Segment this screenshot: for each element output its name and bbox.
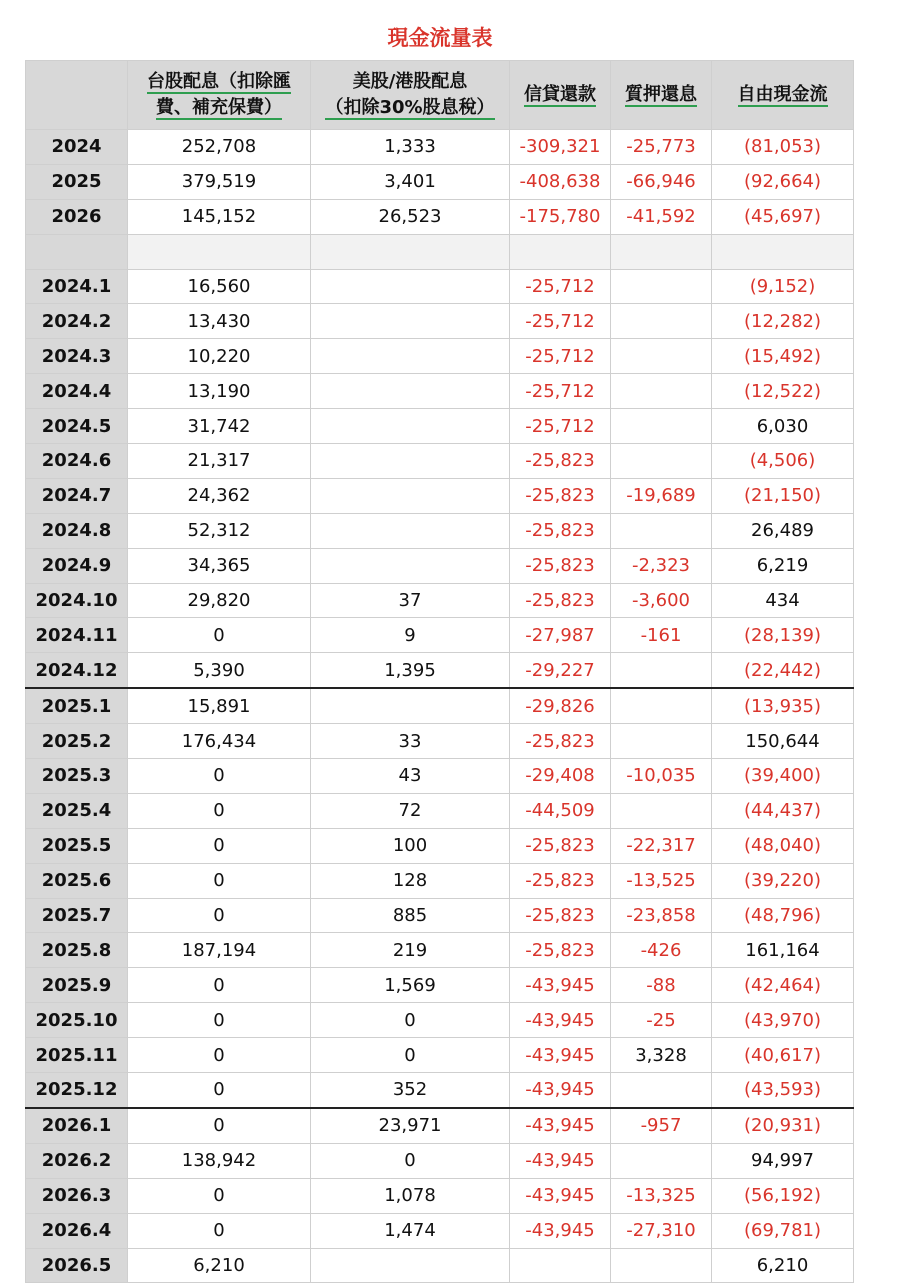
table-row (26, 199, 854, 234)
cell-pledge-interest (611, 374, 712, 409)
cell-tw-dividend: 0 (128, 1073, 311, 1108)
cell-tw-dividend: 13,190 (128, 374, 311, 409)
cell-period: 2025.3 (26, 759, 128, 794)
page-title: 現金流量表 (387, 26, 493, 50)
header-loan-repayment (510, 61, 611, 130)
cell-period: 2025.5 (26, 828, 128, 863)
cell-free-cash-flow: (39,220) (712, 863, 854, 898)
cell-loan-repayment: -25,712 (510, 304, 611, 339)
cell-period: 2024.11 (26, 618, 128, 653)
cell-tw-dividend: 29,820 (128, 583, 311, 618)
header-tw-dividend-line1: 台股配息（扣除匯 (147, 71, 291, 92)
cell-period: 2024.7 (26, 478, 128, 513)
cell-us-hk-dividend: 1,569 (311, 968, 510, 1003)
cell-us-hk-dividend (311, 269, 510, 304)
cell-loan-repayment: -29,408 (510, 759, 611, 794)
table-row (26, 478, 854, 513)
cell-pledge-interest (611, 234, 712, 269)
header-free-cash-flow (712, 61, 854, 130)
cell-period: 2025.1 (26, 688, 128, 723)
cell-tw-dividend: 0 (128, 793, 311, 828)
cell-tw-dividend: 145,152 (128, 199, 311, 234)
table-row (26, 1248, 854, 1283)
cell-us-hk-dividend (311, 513, 510, 548)
table-row (26, 583, 854, 618)
cell-us-hk-dividend: 26,523 (311, 199, 510, 234)
header-us-hk-dividend (311, 61, 510, 130)
cell-pledge-interest (611, 339, 712, 374)
cell-free-cash-flow: (12,282) (712, 304, 854, 339)
cell-tw-dividend: 5,390 (128, 653, 311, 688)
cell-period: 2025.7 (26, 898, 128, 933)
cell-loan-repayment: -25,823 (510, 898, 611, 933)
cell-free-cash-flow: (9,152) (712, 269, 854, 304)
cell-free-cash-flow: (48,040) (712, 828, 854, 863)
cell-pledge-interest: -19,689 (611, 478, 712, 513)
table-row (26, 1038, 854, 1073)
cell-pledge-interest: -10,035 (611, 759, 712, 794)
cell-pledge-interest: -957 (611, 1108, 712, 1143)
cell-tw-dividend (128, 234, 311, 269)
cell-tw-dividend: 0 (128, 898, 311, 933)
table-row (26, 724, 854, 759)
cell-loan-repayment: -27,987 (510, 618, 611, 653)
cell-pledge-interest: -41,592 (611, 199, 712, 234)
cell-free-cash-flow: (48,796) (712, 898, 854, 933)
cell-pledge-interest (611, 1248, 712, 1283)
cell-us-hk-dividend: 1,474 (311, 1213, 510, 1248)
table-row (26, 863, 854, 898)
cell-loan-repayment: -25,823 (510, 478, 611, 513)
cell-period: 2026.3 (26, 1178, 128, 1213)
cell-period: 2025.8 (26, 933, 128, 968)
cell-free-cash-flow: (42,464) (712, 968, 854, 1003)
cell-loan-repayment: -43,945 (510, 1108, 611, 1143)
table-row (26, 409, 854, 444)
cell-loan-repayment: -25,823 (510, 444, 611, 479)
cell-period: 2025.10 (26, 1003, 128, 1038)
cell-free-cash-flow: (81,053) (712, 130, 854, 165)
cell-pledge-interest: -13,325 (611, 1178, 712, 1213)
cell-us-hk-dividend (311, 234, 510, 269)
cell-tw-dividend: 21,317 (128, 444, 311, 479)
cell-free-cash-flow: 6,030 (712, 409, 854, 444)
cell-tw-dividend: 52,312 (128, 513, 311, 548)
cell-tw-dividend: 176,434 (128, 724, 311, 759)
cell-pledge-interest (611, 724, 712, 759)
cell-free-cash-flow: (21,150) (712, 478, 854, 513)
cell-us-hk-dividend: 128 (311, 863, 510, 898)
cell-pledge-interest: -25 (611, 1003, 712, 1038)
cell-free-cash-flow: (69,781) (712, 1213, 854, 1248)
cell-free-cash-flow: (13,935) (712, 688, 854, 723)
cell-us-hk-dividend (311, 444, 510, 479)
cell-free-cash-flow: 6,210 (712, 1248, 854, 1283)
cell-us-hk-dividend: 1,078 (311, 1178, 510, 1213)
cell-us-hk-dividend (311, 374, 510, 409)
cell-loan-repayment: -309,321 (510, 130, 611, 165)
cell-us-hk-dividend: 23,971 (311, 1108, 510, 1143)
cell-period: 2025.9 (26, 968, 128, 1003)
cell-period (26, 234, 128, 269)
cell-loan-repayment: -25,823 (510, 513, 611, 548)
header-period (26, 61, 128, 130)
header-loan-repayment-label: 信貸還款 (524, 84, 596, 105)
cell-period: 2025.4 (26, 793, 128, 828)
cell-loan-repayment: -43,945 (510, 1143, 611, 1178)
cell-tw-dividend: 0 (128, 968, 311, 1003)
cell-loan-repayment: -44,509 (510, 793, 611, 828)
header-tw-dividend-line2: 費、補充保費） (156, 97, 282, 118)
cell-tw-dividend: 13,430 (128, 304, 311, 339)
cell-free-cash-flow: 161,164 (712, 933, 854, 968)
cell-loan-repayment (510, 1248, 611, 1283)
table-row (26, 898, 854, 933)
cell-free-cash-flow: (28,139) (712, 618, 854, 653)
table-row (26, 618, 854, 653)
cell-us-hk-dividend: 0 (311, 1143, 510, 1178)
header-pledge-interest (611, 61, 712, 130)
cell-period: 2026 (26, 199, 128, 234)
cell-free-cash-flow: (12,522) (712, 374, 854, 409)
table-body (26, 130, 854, 1283)
cell-pledge-interest (611, 653, 712, 688)
cell-tw-dividend: 0 (128, 828, 311, 863)
cell-loan-repayment: -43,945 (510, 1003, 611, 1038)
cell-period: 2024.12 (26, 653, 128, 688)
cell-free-cash-flow: (56,192) (712, 1178, 854, 1213)
cell-tw-dividend: 0 (128, 863, 311, 898)
cell-pledge-interest (611, 513, 712, 548)
cell-free-cash-flow: (40,617) (712, 1038, 854, 1073)
cell-loan-repayment: -25,712 (510, 409, 611, 444)
cell-tw-dividend: 10,220 (128, 339, 311, 374)
cell-loan-repayment: -25,712 (510, 339, 611, 374)
cell-pledge-interest: -426 (611, 933, 712, 968)
cell-period: 2024.5 (26, 409, 128, 444)
cell-free-cash-flow: (45,697) (712, 199, 854, 234)
cell-free-cash-flow: 150,644 (712, 724, 854, 759)
cell-pledge-interest (611, 269, 712, 304)
cell-free-cash-flow: (43,970) (712, 1003, 854, 1038)
cell-period: 2026.2 (26, 1143, 128, 1178)
cell-us-hk-dividend: 43 (311, 759, 510, 794)
header-us-hk-dividend-line2: （扣除30%股息稅） (325, 97, 495, 118)
spacer-row (26, 234, 854, 269)
cell-period: 2025.11 (26, 1038, 128, 1073)
cell-period: 2024.4 (26, 374, 128, 409)
cell-period: 2024.2 (26, 304, 128, 339)
cell-free-cash-flow: 94,997 (712, 1143, 854, 1178)
cell-us-hk-dividend (311, 548, 510, 583)
cell-tw-dividend: 187,194 (128, 933, 311, 968)
cell-pledge-interest: 3,328 (611, 1038, 712, 1073)
cell-us-hk-dividend: 33 (311, 724, 510, 759)
cell-us-hk-dividend (311, 688, 510, 723)
cell-loan-repayment: -25,823 (510, 583, 611, 618)
cell-tw-dividend: 0 (128, 1178, 311, 1213)
cell-pledge-interest: -13,525 (611, 863, 712, 898)
cell-us-hk-dividend: 9 (311, 618, 510, 653)
cell-tw-dividend: 0 (128, 759, 311, 794)
cell-pledge-interest: -23,858 (611, 898, 712, 933)
table-row (26, 130, 854, 165)
cell-period: 2026.1 (26, 1108, 128, 1143)
table-row (26, 374, 854, 409)
cell-pledge-interest: -66,946 (611, 164, 712, 199)
cell-free-cash-flow: (43,593) (712, 1073, 854, 1108)
cell-loan-repayment: -25,823 (510, 548, 611, 583)
cell-us-hk-dividend: 3,401 (311, 164, 510, 199)
cell-loan-repayment: -25,823 (510, 933, 611, 968)
cell-loan-repayment: -43,945 (510, 968, 611, 1003)
cell-pledge-interest: -161 (611, 618, 712, 653)
cell-period: 2024.3 (26, 339, 128, 374)
table-row (26, 759, 854, 794)
cell-tw-dividend: 6,210 (128, 1248, 311, 1283)
table-row (26, 548, 854, 583)
cell-loan-repayment: -25,823 (510, 828, 611, 863)
cell-tw-dividend: 0 (128, 1108, 311, 1143)
cell-period: 2025 (26, 164, 128, 199)
cell-pledge-interest (611, 444, 712, 479)
header-free-cash-flow-label: 自由現金流 (737, 84, 828, 105)
cell-us-hk-dividend: 72 (311, 793, 510, 828)
cell-loan-repayment: -43,945 (510, 1178, 611, 1213)
cell-us-hk-dividend (311, 304, 510, 339)
table-row (26, 968, 854, 1003)
cell-us-hk-dividend: 219 (311, 933, 510, 968)
table-row (26, 1213, 854, 1248)
table-row (26, 1003, 854, 1038)
cell-free-cash-flow: (92,664) (712, 164, 854, 199)
cell-us-hk-dividend (311, 339, 510, 374)
table-row (26, 513, 854, 548)
table-row (26, 164, 854, 199)
cell-loan-repayment: -43,945 (510, 1213, 611, 1248)
table-row (26, 1178, 854, 1213)
cell-us-hk-dividend: 37 (311, 583, 510, 618)
cell-loan-repayment (510, 234, 611, 269)
header-us-hk-dividend-line1: 美股/港股配息 (352, 71, 468, 92)
cell-free-cash-flow: 26,489 (712, 513, 854, 548)
cell-tw-dividend: 34,365 (128, 548, 311, 583)
cell-pledge-interest (611, 1143, 712, 1178)
cell-tw-dividend: 252,708 (128, 130, 311, 165)
cell-pledge-interest (611, 793, 712, 828)
cell-pledge-interest: -3,600 (611, 583, 712, 618)
cell-period: 2024 (26, 130, 128, 165)
table-row (26, 1073, 854, 1108)
table-row (26, 1143, 854, 1178)
cell-us-hk-dividend: 352 (311, 1073, 510, 1108)
cell-period: 2024.6 (26, 444, 128, 479)
cell-tw-dividend: 24,362 (128, 478, 311, 513)
cell-period: 2024.1 (26, 269, 128, 304)
table-row (26, 444, 854, 479)
table-row (26, 933, 854, 968)
cell-us-hk-dividend: 0 (311, 1003, 510, 1038)
cell-tw-dividend: 31,742 (128, 409, 311, 444)
cell-pledge-interest (611, 1073, 712, 1108)
cell-tw-dividend: 0 (128, 618, 311, 653)
table-row (26, 828, 854, 863)
cell-pledge-interest: -25,773 (611, 130, 712, 165)
cell-free-cash-flow: (15,492) (712, 339, 854, 374)
cell-us-hk-dividend: 1,333 (311, 130, 510, 165)
cell-tw-dividend: 0 (128, 1213, 311, 1248)
cash-flow-table (25, 60, 854, 1283)
cell-us-hk-dividend: 0 (311, 1038, 510, 1073)
cell-period: 2024.9 (26, 548, 128, 583)
cell-free-cash-flow: (39,400) (712, 759, 854, 794)
cell-pledge-interest: -22,317 (611, 828, 712, 863)
cell-pledge-interest: -88 (611, 968, 712, 1003)
table-row (26, 304, 854, 339)
cell-free-cash-flow: (44,437) (712, 793, 854, 828)
header-pledge-interest-label: 質押還息 (625, 84, 697, 105)
header-tw-dividend (128, 61, 311, 130)
header-row (26, 61, 854, 130)
cell-tw-dividend: 379,519 (128, 164, 311, 199)
cell-tw-dividend: 0 (128, 1003, 311, 1038)
cell-us-hk-dividend (311, 478, 510, 513)
table-row (26, 269, 854, 304)
table-row (26, 653, 854, 688)
cell-loan-repayment: -25,712 (510, 269, 611, 304)
table-row (26, 1108, 854, 1143)
cell-tw-dividend: 0 (128, 1038, 311, 1073)
cell-pledge-interest: -27,310 (611, 1213, 712, 1248)
cell-loan-repayment: -25,823 (510, 863, 611, 898)
table-row (26, 793, 854, 828)
cell-free-cash-flow: (4,506) (712, 444, 854, 479)
cell-free-cash-flow: (20,931) (712, 1108, 854, 1143)
cell-free-cash-flow (712, 234, 854, 269)
cell-period: 2026.5 (26, 1248, 128, 1283)
cell-loan-repayment: -29,227 (510, 653, 611, 688)
cell-loan-repayment: -43,945 (510, 1038, 611, 1073)
cell-period: 2025.12 (26, 1073, 128, 1108)
cell-free-cash-flow: (22,442) (712, 653, 854, 688)
cell-pledge-interest (611, 688, 712, 723)
cell-period: 2024.10 (26, 583, 128, 618)
cell-loan-repayment: -175,780 (510, 199, 611, 234)
cell-loan-repayment: -25,712 (510, 374, 611, 409)
cell-loan-repayment: -43,945 (510, 1073, 611, 1108)
cell-period: 2024.8 (26, 513, 128, 548)
cell-tw-dividend: 16,560 (128, 269, 311, 304)
cell-period: 2025.2 (26, 724, 128, 759)
cell-loan-repayment: -29,826 (510, 688, 611, 723)
table-row (26, 688, 854, 723)
cell-pledge-interest (611, 409, 712, 444)
cell-pledge-interest: -2,323 (611, 548, 712, 583)
cell-loan-repayment: -408,638 (510, 164, 611, 199)
cell-us-hk-dividend (311, 1248, 510, 1283)
cell-tw-dividend: 15,891 (128, 688, 311, 723)
cell-us-hk-dividend: 100 (311, 828, 510, 863)
cell-free-cash-flow: 6,219 (712, 548, 854, 583)
cell-us-hk-dividend (311, 409, 510, 444)
cell-period: 2025.6 (26, 863, 128, 898)
cell-loan-repayment: -25,823 (510, 724, 611, 759)
table-row (26, 339, 854, 374)
cell-us-hk-dividend: 885 (311, 898, 510, 933)
cell-free-cash-flow: 434 (712, 583, 854, 618)
cell-period: 2026.4 (26, 1213, 128, 1248)
cell-us-hk-dividend: 1,395 (311, 653, 510, 688)
cell-tw-dividend: 138,942 (128, 1143, 311, 1178)
cell-pledge-interest (611, 304, 712, 339)
